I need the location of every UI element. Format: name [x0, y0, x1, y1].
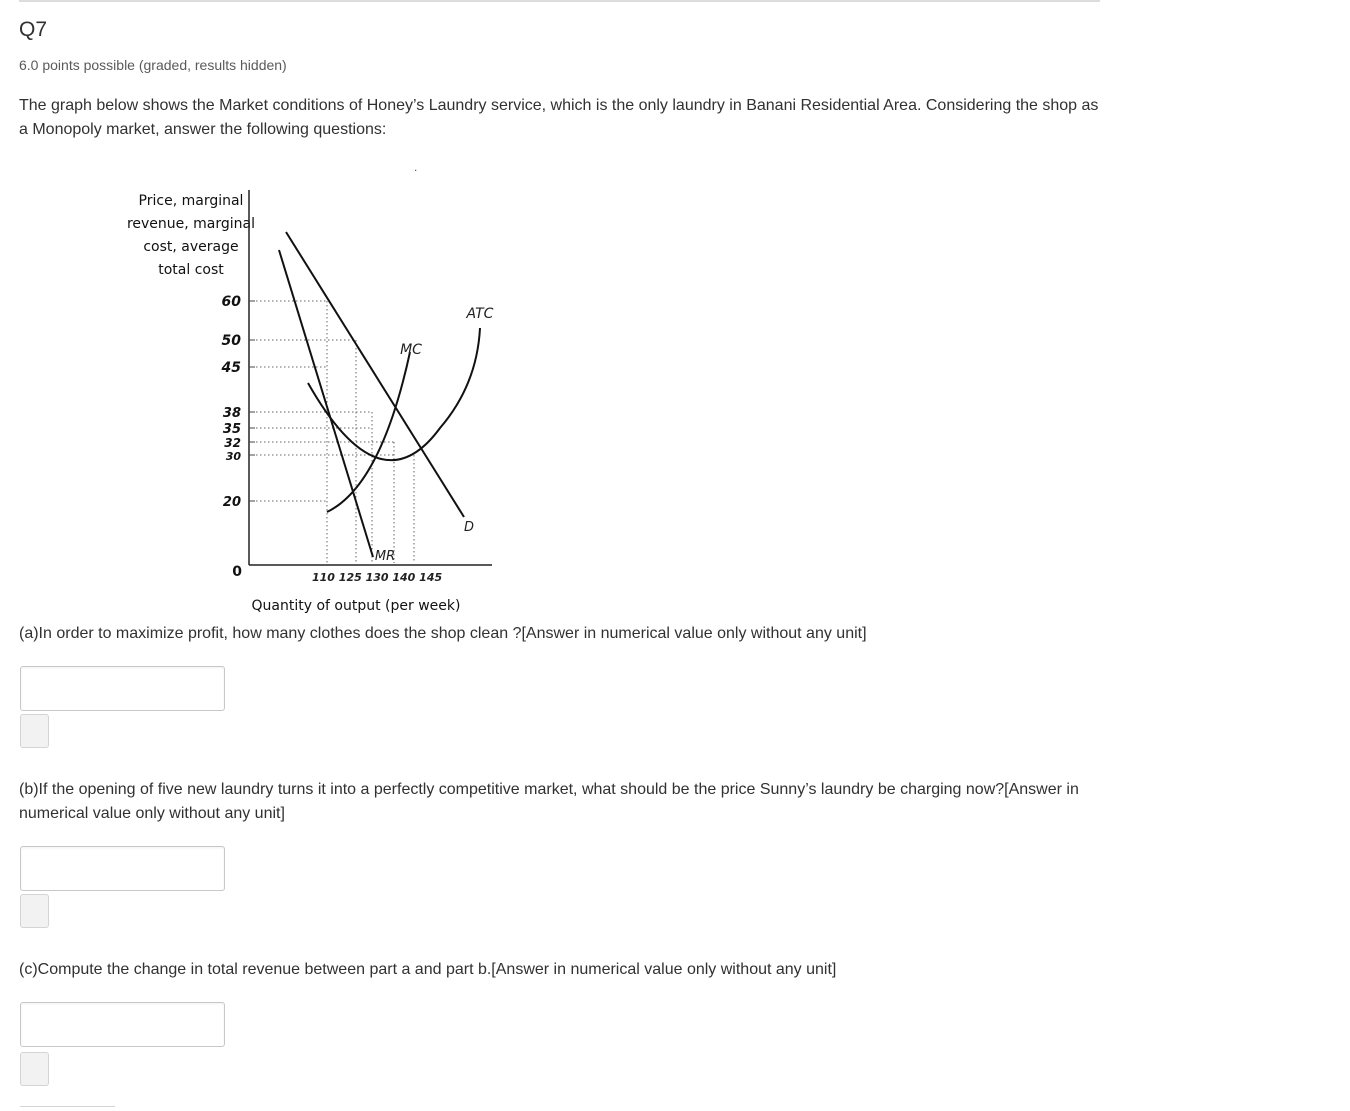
x-axis-title: Quantity of output (per week) [251, 598, 461, 614]
y-axis-title-line-3: cost, average [143, 239, 239, 255]
part-a-status-indicator [20, 714, 49, 748]
atc-label: ATC [466, 306, 494, 322]
average-total-cost-curve [308, 328, 480, 460]
y-tick-label-30: 30 [225, 450, 241, 463]
top-divider [19, 0, 1100, 2]
part-c-prompt: (c)Compute the change in total revenue between part a and part b.[Answer in numerical value only without any unit] [19, 961, 837, 978]
origin-label: 0 [232, 564, 242, 580]
part-b-prompt: (b)If the opening of five new laundry turns it into a perfectly competitive market, what should be the price Sunny’s laundry be charging now?[Answer in numerical value only without any unit] [19, 781, 1079, 822]
y-axis-title-line-2: revenue, marginal [126, 216, 256, 232]
points-info: 6.0 points possible (graded, results hidden) [19, 57, 287, 73]
monopoly-graph [120, 180, 520, 620]
marginal-cost-curve [327, 352, 410, 512]
y-ticks [221, 294, 255, 510]
y-tick-label-60: 60 [221, 294, 241, 310]
demand-curve [286, 232, 464, 517]
y-tick-label-35: 35 [222, 422, 241, 437]
part-c-status-indicator [20, 1052, 49, 1086]
part-c-answer-input[interactable] [20, 1002, 225, 1047]
y-tick-label-38: 38 [222, 406, 241, 421]
x-tick-labels: 110 125 130 140 145 [312, 571, 443, 584]
part-b-answer-input[interactable] [20, 846, 225, 891]
y-tick-label-32: 32 [224, 436, 241, 450]
mr-label: MR [374, 549, 396, 564]
part-a-prompt: (a)In order to maximize profit, how many clothes does the shop clean ?[Answer in numerical value only without any unit] [19, 625, 867, 642]
part-a-answer-input[interactable] [20, 666, 225, 711]
question-intro: The graph below shows the Market conditions of Honey’s Laundry service, which is the only laundry in Banani Residential Area. Considering the shop as a Monopoly market, answer the following questions: [19, 97, 1099, 138]
stray-mark: . [414, 160, 418, 174]
y-axis-title-line-1: Price, marginal [138, 193, 244, 209]
mc-label: MC [400, 342, 422, 358]
question-title: Q7 [19, 18, 48, 41]
next-section-edge [20, 1106, 115, 1111]
y-tick-label-20: 20 [222, 495, 241, 510]
y-tick-label-50: 50 [221, 333, 241, 349]
chart-svg [120, 180, 520, 620]
part-b-status-indicator [20, 894, 49, 928]
demand-label: D [463, 520, 475, 535]
curves [279, 232, 480, 557]
y-tick-label-45: 45 [221, 360, 241, 376]
y-axis-title [127, 193, 255, 278]
y-axis-title-line-4: total cost [158, 262, 224, 278]
